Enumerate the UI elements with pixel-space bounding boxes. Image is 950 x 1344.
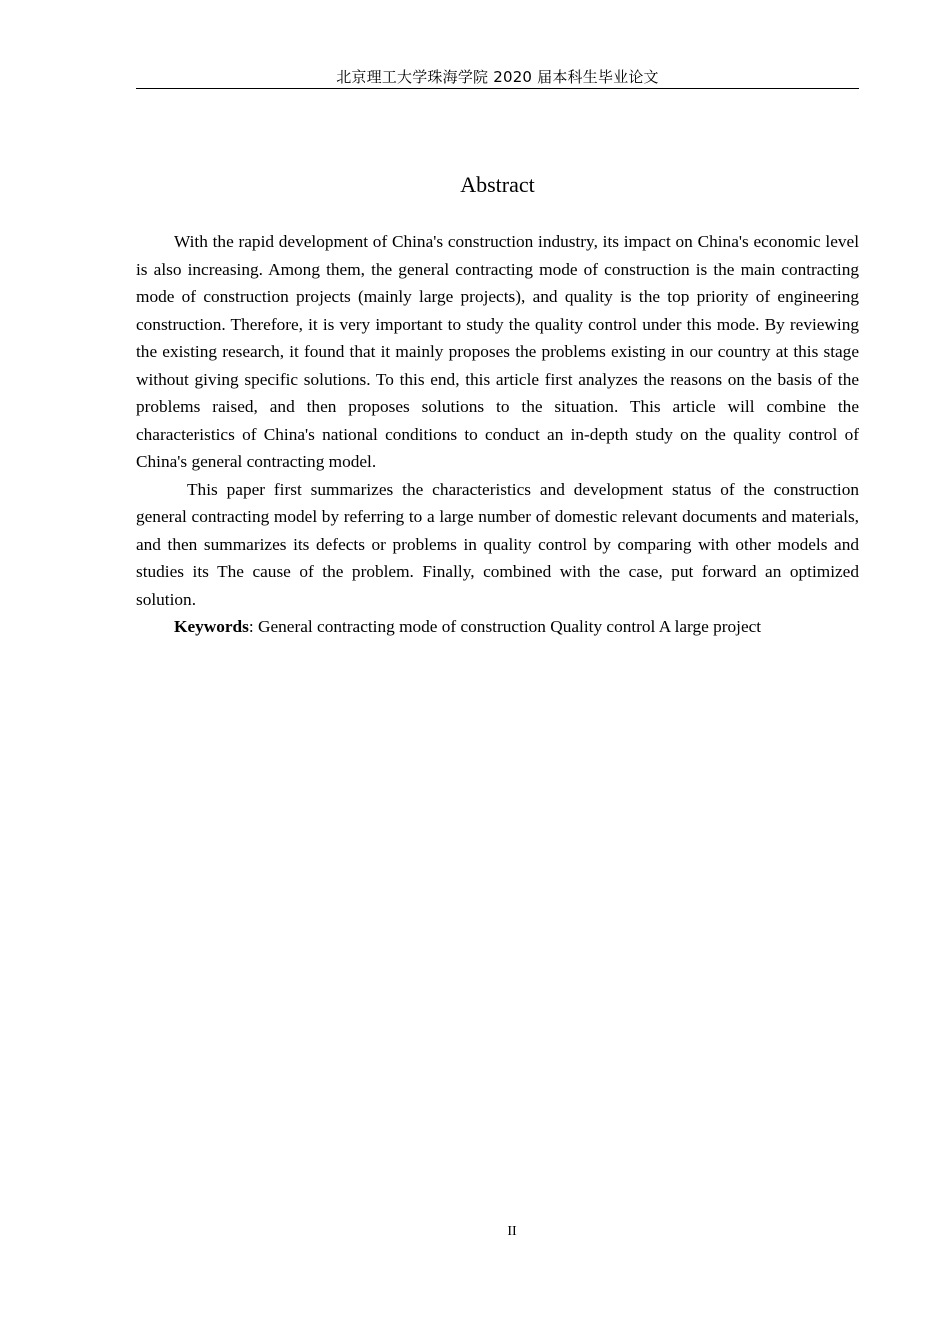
page-number: II	[507, 1224, 517, 1239]
abstract-title: Abstract	[460, 172, 535, 197]
keywords-text: : General contracting mode of construction Quality control A large project	[248, 617, 762, 636]
abstract-paragraph-1: With the rapid development of China's construction industry, its impact on China's economic level is also increasing. Among them, the general contracting mode of construction is the main contracting mode of construction projects (mainly large projects), and quality is the top priority of engineering construction. Therefore, it is very important to study the quality control under this mode. By reviewing the existing research, it found that it mainly proposes the problems existing in our country at this stage without giving specific solutions. To this end, this article first analyzes the reasons on the basis of the problems raised, and then proposes solutions to the situation. This article will combine the characteristics of China's national conditions to conduct an in-depth study on the quality control of China's general contracting model.	[136, 232, 859, 471]
abstract-paragraph-2: This paper first summarizes the characteristics and development status of the construction general contracting model by referring to a large number of domestic relevant documents and materials, and then summarizes its defects or problems in quality control by comparing with other models and studies its The cause of the problem. Finally, combined with the case, put forward an optimized solution.	[136, 479, 859, 609]
keywords-label: Keywords	[174, 617, 249, 636]
running-header-title: 北京理工大学珠海学院 2020 届本科生毕业论文	[336, 68, 659, 86]
